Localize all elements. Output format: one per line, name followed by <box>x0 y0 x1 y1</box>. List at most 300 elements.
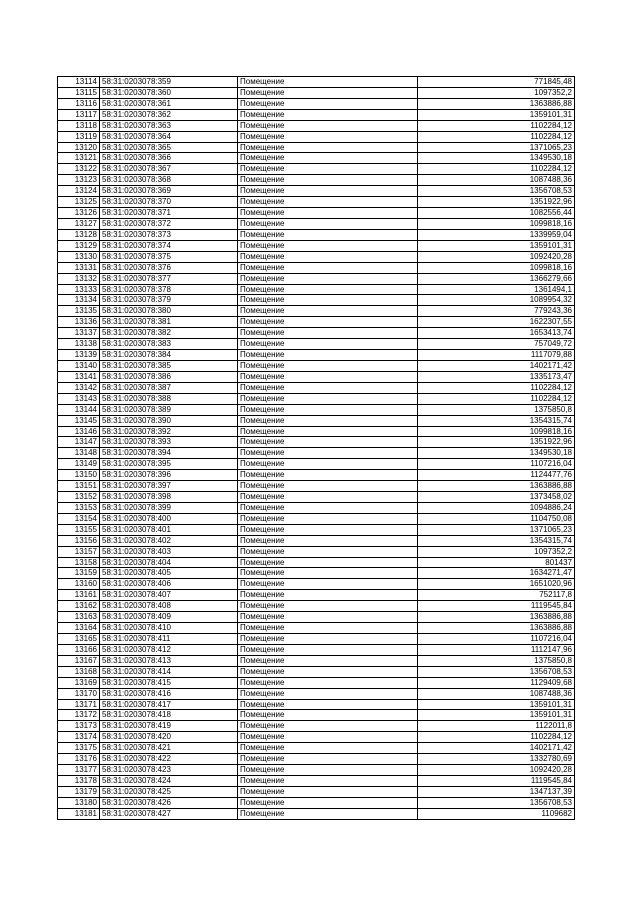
row-number-cell: 13177 <box>58 765 100 776</box>
cadastral-number-cell: 58:31:0203078:399 <box>100 502 238 513</box>
table-row <box>58 502 575 513</box>
cadastral-number-cell: 58:31:0203078:422 <box>100 754 238 765</box>
object-type-cell: Помещение <box>238 776 418 787</box>
table-row <box>58 317 575 328</box>
value-cell: 801437 <box>418 557 575 568</box>
value-cell: 1359101,31 <box>418 109 575 120</box>
cadastral-number-cell: 58:31:0203078:394 <box>100 448 238 459</box>
table-row <box>58 666 575 677</box>
value-cell: 1092420,28 <box>418 251 575 262</box>
row-number-cell: 13115 <box>58 87 100 98</box>
value-cell: 1653413,74 <box>418 328 575 339</box>
row-number-cell: 13165 <box>58 634 100 645</box>
row-number-cell: 13179 <box>58 786 100 797</box>
cadastral-number-cell: 58:31:0203078:380 <box>100 306 238 317</box>
value-cell: 1119545,84 <box>418 601 575 612</box>
table-row <box>58 437 575 448</box>
object-type-cell: Помещение <box>238 131 418 142</box>
table-row <box>58 295 575 306</box>
row-number-cell: 13130 <box>58 251 100 262</box>
row-number-cell: 13143 <box>58 393 100 404</box>
value-cell: 1371065,23 <box>418 524 575 535</box>
value-cell: 1119545,84 <box>418 776 575 787</box>
object-type-cell: Помещение <box>238 339 418 350</box>
value-cell: 1335173,47 <box>418 371 575 382</box>
table-row <box>58 175 575 186</box>
value-cell: 779243,36 <box>418 306 575 317</box>
table-row <box>58 513 575 524</box>
object-type-cell: Помещение <box>238 590 418 601</box>
object-type-cell: Помещение <box>238 601 418 612</box>
object-type-cell: Помещение <box>238 513 418 524</box>
value-cell: 1092420,28 <box>418 765 575 776</box>
object-type-cell: Помещение <box>238 393 418 404</box>
value-cell: 1129409,68 <box>418 677 575 688</box>
table-row <box>58 655 575 666</box>
cadastral-number-cell: 58:31:0203078:406 <box>100 579 238 590</box>
value-cell: 1112147,96 <box>418 644 575 655</box>
cadastral-number-cell: 58:31:0203078:427 <box>100 808 238 819</box>
row-number-cell: 13126 <box>58 208 100 219</box>
value-cell: 1349530,18 <box>418 153 575 164</box>
row-number-cell: 13123 <box>58 175 100 186</box>
table-row <box>58 535 575 546</box>
row-number-cell: 13178 <box>58 776 100 787</box>
cadastral-number-cell: 58:31:0203078:360 <box>100 87 238 98</box>
table-row <box>58 229 575 240</box>
object-type-cell: Помещение <box>238 306 418 317</box>
cadastral-number-cell: 58:31:0203078:382 <box>100 328 238 339</box>
table-row <box>58 218 575 229</box>
table-row <box>58 208 575 219</box>
cadastral-number-cell: 58:31:0203078:409 <box>100 612 238 623</box>
row-number-cell: 13117 <box>58 109 100 120</box>
row-number-cell: 13181 <box>58 808 100 819</box>
cadastral-number-cell: 58:31:0203078:377 <box>100 273 238 284</box>
value-cell: 1356708,53 <box>418 666 575 677</box>
value-cell: 1097352,2 <box>418 87 575 98</box>
table-row <box>58 644 575 655</box>
row-number-cell: 13131 <box>58 262 100 273</box>
cadastral-number-cell: 58:31:0203078:386 <box>100 371 238 382</box>
table-row <box>58 459 575 470</box>
object-type-cell: Помещение <box>238 677 418 688</box>
object-type-cell: Помещение <box>238 535 418 546</box>
value-cell: 1363886,88 <box>418 98 575 109</box>
table-row <box>58 786 575 797</box>
cadastral-number-cell: 58:31:0203078:388 <box>100 393 238 404</box>
row-number-cell: 13158 <box>58 557 100 568</box>
table-row <box>58 568 575 579</box>
value-cell: 1102284,12 <box>418 131 575 142</box>
row-number-cell: 13150 <box>58 470 100 481</box>
cadastral-number-cell: 58:31:0203078:413 <box>100 655 238 666</box>
row-number-cell: 13172 <box>58 710 100 721</box>
row-number-cell: 13166 <box>58 644 100 655</box>
value-cell: 1082556,44 <box>418 208 575 219</box>
value-cell: 1102284,12 <box>418 164 575 175</box>
cadastral-number-cell: 58:31:0203078:374 <box>100 240 238 251</box>
table-row <box>58 328 575 339</box>
row-number-cell: 13116 <box>58 98 100 109</box>
table-row <box>58 743 575 754</box>
object-type-cell: Помещение <box>238 732 418 743</box>
object-type-cell: Помещение <box>238 175 418 186</box>
table-row <box>58 415 575 426</box>
value-cell: 1087488,36 <box>418 175 575 186</box>
table-row <box>58 710 575 721</box>
cadastral-number-cell: 58:31:0203078:408 <box>100 601 238 612</box>
row-number-cell: 13144 <box>58 404 100 415</box>
row-number-cell: 13173 <box>58 721 100 732</box>
row-number-cell: 13132 <box>58 273 100 284</box>
row-number-cell: 13141 <box>58 371 100 382</box>
table-row <box>58 382 575 393</box>
value-cell: 1099818,16 <box>418 426 575 437</box>
row-number-cell: 13154 <box>58 513 100 524</box>
cadastral-number-cell: 58:31:0203078:423 <box>100 765 238 776</box>
value-cell: 1094886,24 <box>418 502 575 513</box>
row-number-cell: 13175 <box>58 743 100 754</box>
table-row <box>58 131 575 142</box>
row-number-cell: 13156 <box>58 535 100 546</box>
value-cell: 1097352,2 <box>418 546 575 557</box>
cadastral-number-cell: 58:31:0203078:372 <box>100 218 238 229</box>
row-number-cell: 13149 <box>58 459 100 470</box>
table-row <box>58 546 575 557</box>
table-row <box>58 339 575 350</box>
row-number-cell: 13127 <box>58 218 100 229</box>
table-row <box>58 393 575 404</box>
object-type-cell: Помещение <box>238 557 418 568</box>
object-type-cell: Помещение <box>238 98 418 109</box>
cadastral-number-cell: 58:31:0203078:426 <box>100 797 238 808</box>
table-row <box>58 426 575 437</box>
cadastral-number-cell: 58:31:0203078:421 <box>100 743 238 754</box>
object-type-cell: Помещение <box>238 743 418 754</box>
table-row <box>58 699 575 710</box>
value-cell: 1351922,96 <box>418 197 575 208</box>
row-number-cell: 13128 <box>58 229 100 240</box>
row-number-cell: 13137 <box>58 328 100 339</box>
cadastral-number-cell: 58:31:0203078:424 <box>100 776 238 787</box>
table-row <box>58 754 575 765</box>
object-type-cell: Помещение <box>238 666 418 677</box>
cadastral-number-cell: 58:31:0203078:417 <box>100 699 238 710</box>
table-row <box>58 77 575 88</box>
cadastral-number-cell: 58:31:0203078:379 <box>100 295 238 306</box>
row-number-cell: 13138 <box>58 339 100 350</box>
cadastral-number-cell: 58:31:0203078:359 <box>100 77 238 88</box>
cadastral-number-cell: 58:31:0203078:397 <box>100 481 238 492</box>
cadastral-number-cell: 58:31:0203078:370 <box>100 197 238 208</box>
object-type-cell: Помещение <box>238 502 418 513</box>
object-type-cell: Помещение <box>238 404 418 415</box>
value-cell: 1349530,18 <box>418 448 575 459</box>
value-cell: 1651020,96 <box>418 579 575 590</box>
object-type-cell: Помещение <box>238 350 418 361</box>
cadastral-number-cell: 58:31:0203078:378 <box>100 284 238 295</box>
object-type-cell: Помещение <box>238 481 418 492</box>
cadastral-number-cell: 58:31:0203078:425 <box>100 786 238 797</box>
table-row <box>58 251 575 262</box>
table-row <box>58 240 575 251</box>
row-number-cell: 13122 <box>58 164 100 175</box>
row-number-cell: 13157 <box>58 546 100 557</box>
value-cell: 1109682 <box>418 808 575 819</box>
cadastral-number-cell: 58:31:0203078:369 <box>100 186 238 197</box>
cadastral-number-cell: 58:31:0203078:373 <box>100 229 238 240</box>
row-number-cell: 13155 <box>58 524 100 535</box>
object-type-cell: Помещение <box>238 295 418 306</box>
table-row <box>58 579 575 590</box>
table-row <box>58 808 575 819</box>
table-row <box>58 634 575 645</box>
table-row <box>58 153 575 164</box>
table-row <box>58 448 575 459</box>
value-cell: 1099818,16 <box>418 262 575 273</box>
value-cell: 1332780,69 <box>418 754 575 765</box>
object-type-cell: Помещение <box>238 317 418 328</box>
value-cell: 1356708,53 <box>418 186 575 197</box>
row-number-cell: 13147 <box>58 437 100 448</box>
object-type-cell: Помещение <box>238 644 418 655</box>
cadastral-number-cell: 58:31:0203078:419 <box>100 721 238 732</box>
row-number-cell: 13169 <box>58 677 100 688</box>
cadastral-number-cell: 58:31:0203078:401 <box>100 524 238 535</box>
value-cell: 1359101,31 <box>418 710 575 721</box>
object-type-cell: Помещение <box>238 765 418 776</box>
cadastral-number-cell: 58:31:0203078:416 <box>100 688 238 699</box>
object-type-cell: Помещение <box>238 77 418 88</box>
object-type-cell: Помещение <box>238 284 418 295</box>
value-cell: 1359101,31 <box>418 240 575 251</box>
object-type-cell: Помещение <box>238 754 418 765</box>
row-number-cell: 13153 <box>58 502 100 513</box>
cadastral-number-cell: 58:31:0203078:371 <box>100 208 238 219</box>
value-cell: 1087488,36 <box>418 688 575 699</box>
cadastral-number-cell: 58:31:0203078:367 <box>100 164 238 175</box>
cadastral-number-cell: 58:31:0203078:415 <box>100 677 238 688</box>
cadastral-number-cell: 58:31:0203078:376 <box>100 262 238 273</box>
table-row <box>58 590 575 601</box>
table-row <box>58 109 575 120</box>
value-cell: 1122011,8 <box>418 721 575 732</box>
row-number-cell: 13145 <box>58 415 100 426</box>
table-row <box>58 721 575 732</box>
table-row <box>58 164 575 175</box>
value-cell: 1361494,1 <box>418 284 575 295</box>
row-number-cell: 13134 <box>58 295 100 306</box>
table-row <box>58 557 575 568</box>
object-type-cell: Помещение <box>238 437 418 448</box>
object-type-cell: Помещение <box>238 273 418 284</box>
value-cell: 1375850,8 <box>418 404 575 415</box>
cadastral-number-cell: 58:31:0203078:412 <box>100 644 238 655</box>
cadastral-number-cell: 58:31:0203078:405 <box>100 568 238 579</box>
row-number-cell: 13125 <box>58 197 100 208</box>
row-number-cell: 13148 <box>58 448 100 459</box>
value-cell: 1354315,74 <box>418 535 575 546</box>
table-row <box>58 284 575 295</box>
table-row <box>58 371 575 382</box>
object-type-cell: Помещение <box>238 688 418 699</box>
value-cell: 1371065,23 <box>418 142 575 153</box>
row-number-cell: 13160 <box>58 579 100 590</box>
object-type-cell: Помещение <box>238 371 418 382</box>
cadastral-number-cell: 58:31:0203078:400 <box>100 513 238 524</box>
cadastral-number-cell: 58:31:0203078:389 <box>100 404 238 415</box>
value-cell: 1089954,32 <box>418 295 575 306</box>
cadastral-number-cell: 58:31:0203078:392 <box>100 426 238 437</box>
object-type-cell: Помещение <box>238 492 418 503</box>
cadastral-number-cell: 58:31:0203078:396 <box>100 470 238 481</box>
row-number-cell: 13180 <box>58 797 100 808</box>
row-number-cell: 13133 <box>58 284 100 295</box>
row-number-cell: 13146 <box>58 426 100 437</box>
property-table <box>57 76 575 820</box>
object-type-cell: Помещение <box>238 164 418 175</box>
object-type-cell: Помещение <box>238 699 418 710</box>
row-number-cell: 13142 <box>58 382 100 393</box>
object-type-cell: Помещение <box>238 546 418 557</box>
value-cell: 1117079,88 <box>418 350 575 361</box>
table-row <box>58 98 575 109</box>
table-row <box>58 262 575 273</box>
cadastral-number-cell: 58:31:0203078:385 <box>100 360 238 371</box>
cadastral-number-cell: 58:31:0203078:364 <box>100 131 238 142</box>
table-row <box>58 404 575 415</box>
cadastral-number-cell: 58:31:0203078:393 <box>100 437 238 448</box>
cadastral-number-cell: 58:31:0203078:404 <box>100 557 238 568</box>
table-row <box>58 612 575 623</box>
row-number-cell: 13119 <box>58 131 100 142</box>
cadastral-number-cell: 58:31:0203078:414 <box>100 666 238 677</box>
value-cell: 1363886,88 <box>418 481 575 492</box>
table-row <box>58 360 575 371</box>
row-number-cell: 13170 <box>58 688 100 699</box>
table-row <box>58 470 575 481</box>
value-cell: 1102284,12 <box>418 382 575 393</box>
row-number-cell: 13114 <box>58 77 100 88</box>
table-row <box>58 120 575 131</box>
row-number-cell: 13151 <box>58 481 100 492</box>
object-type-cell: Помещение <box>238 612 418 623</box>
cadastral-number-cell: 58:31:0203078:362 <box>100 109 238 120</box>
value-cell: 1354315,74 <box>418 415 575 426</box>
cadastral-number-cell: 58:31:0203078:410 <box>100 623 238 634</box>
object-type-cell: Помещение <box>238 568 418 579</box>
table-row <box>58 186 575 197</box>
row-number-cell: 13162 <box>58 601 100 612</box>
cadastral-number-cell: 58:31:0203078:390 <box>100 415 238 426</box>
row-number-cell: 13129 <box>58 240 100 251</box>
row-number-cell: 13152 <box>58 492 100 503</box>
object-type-cell: Помещение <box>238 360 418 371</box>
object-type-cell: Помещение <box>238 623 418 634</box>
cadastral-number-cell: 58:31:0203078:411 <box>100 634 238 645</box>
object-type-cell: Помещение <box>238 426 418 437</box>
row-number-cell: 13139 <box>58 350 100 361</box>
cadastral-number-cell: 58:31:0203078:365 <box>100 142 238 153</box>
table-row <box>58 601 575 612</box>
cadastral-number-cell: 58:31:0203078:384 <box>100 350 238 361</box>
row-number-cell: 13164 <box>58 623 100 634</box>
value-cell: 1351922,96 <box>418 437 575 448</box>
cadastral-number-cell: 58:31:0203078:402 <box>100 535 238 546</box>
value-cell: 1347137,39 <box>418 786 575 797</box>
object-type-cell: Помещение <box>238 109 418 120</box>
row-number-cell: 13174 <box>58 732 100 743</box>
row-number-cell: 13120 <box>58 142 100 153</box>
value-cell: 1366279,66 <box>418 273 575 284</box>
value-cell: 1622307,55 <box>418 317 575 328</box>
table-row <box>58 677 575 688</box>
object-type-cell: Помещение <box>238 142 418 153</box>
value-cell: 1634271,47 <box>418 568 575 579</box>
table-row <box>58 142 575 153</box>
cadastral-number-cell: 58:31:0203078:363 <box>100 120 238 131</box>
cadastral-number-cell: 58:31:0203078:366 <box>100 153 238 164</box>
cadastral-number-cell: 58:31:0203078:375 <box>100 251 238 262</box>
value-cell: 757049,72 <box>418 339 575 350</box>
row-number-cell: 13121 <box>58 153 100 164</box>
row-number-cell: 13118 <box>58 120 100 131</box>
value-cell: 1339959,04 <box>418 229 575 240</box>
object-type-cell: Помещение <box>238 229 418 240</box>
cadastral-number-cell: 58:31:0203078:398 <box>100 492 238 503</box>
cadastral-number-cell: 58:31:0203078:383 <box>100 339 238 350</box>
value-cell: 1124477,76 <box>418 470 575 481</box>
value-cell: 1102284,12 <box>418 120 575 131</box>
table-row <box>58 197 575 208</box>
value-cell: 1363886,88 <box>418 612 575 623</box>
object-type-cell: Помещение <box>238 786 418 797</box>
value-cell: 1356708,53 <box>418 797 575 808</box>
cadastral-number-cell: 58:31:0203078:361 <box>100 98 238 109</box>
value-cell: 1363886,88 <box>418 623 575 634</box>
row-number-cell: 13171 <box>58 699 100 710</box>
table-row <box>58 776 575 787</box>
value-cell: 1099818,16 <box>418 218 575 229</box>
row-number-cell: 13161 <box>58 590 100 601</box>
row-number-cell: 13159 <box>58 568 100 579</box>
cadastral-number-cell: 58:31:0203078:407 <box>100 590 238 601</box>
row-number-cell: 13136 <box>58 317 100 328</box>
table-row <box>58 306 575 317</box>
object-type-cell: Помещение <box>238 415 418 426</box>
value-cell: 1107216,04 <box>418 634 575 645</box>
object-type-cell: Помещение <box>238 186 418 197</box>
value-cell: 1375850,8 <box>418 655 575 666</box>
value-cell: 1402171,42 <box>418 743 575 754</box>
object-type-cell: Помещение <box>238 197 418 208</box>
cadastral-number-cell: 58:31:0203078:418 <box>100 710 238 721</box>
cadastral-number-cell: 58:31:0203078:381 <box>100 317 238 328</box>
value-cell: 1402171,42 <box>418 360 575 371</box>
row-number-cell: 13176 <box>58 754 100 765</box>
object-type-cell: Помещение <box>238 634 418 645</box>
object-type-cell: Помещение <box>238 328 418 339</box>
table-row <box>58 524 575 535</box>
cadastral-number-cell: 58:31:0203078:420 <box>100 732 238 743</box>
row-number-cell: 13140 <box>58 360 100 371</box>
table-row <box>58 273 575 284</box>
object-type-cell: Помещение <box>238 459 418 470</box>
object-type-cell: Помещение <box>238 218 418 229</box>
object-type-cell: Помещение <box>238 208 418 219</box>
object-type-cell: Помещение <box>238 262 418 273</box>
